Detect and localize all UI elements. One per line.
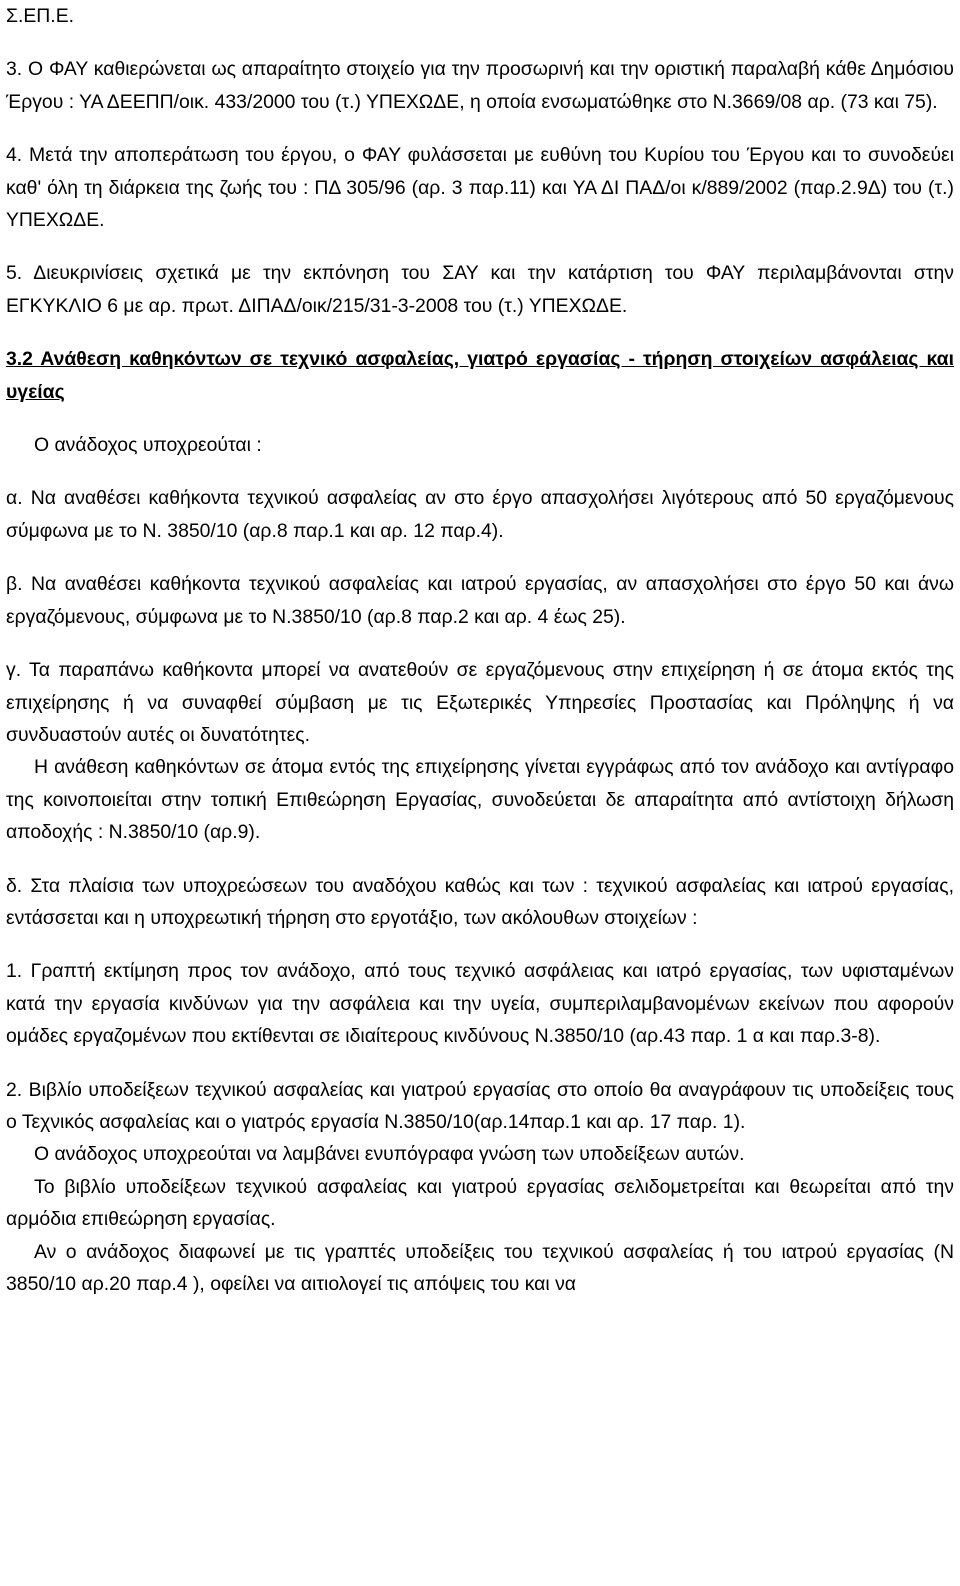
spacer [6,461,954,482]
item-4: 4. Μετά την αποπεράτωση του έργου, ο ΦΑΥ φυλάσσεται με ευθύνη του Κυρίου του Έργου και το συνοδεύει καθ' όλη τη διάρκεια της ζωής του : ΠΔ 305/96 (αρ. 3 παρ.11) και ΥΑ ΔΙ ΠΑΔ/οι κ/889/2002 (παρ.2.9Δ) του (τ.) ΥΠΕΧΩΔΕ. [6,144,954,232]
numbered-item-1: 1. Γραπτή εκτίμηση προς τον ανάδοχο, από τους τεχνικό ασφάλειας και ιατρό εργασίας, των υφισταμένων κατά την εργασία κινδύνων για την ασφάλεια και την υγεία, συμπεριλαμβανομένων εκείνων που αφορούν ομάδες εργαζομένων που εκτίθενται σε ιδιαίτερους κινδύνους Ν.3850/10 (αρ.43 παρ. 1 α και παρ.3-8). [6,960,954,1048]
spacer [6,118,954,139]
spacer [6,547,954,568]
item-3: 3. Ο ΦΑΥ καθιερώνεται ως απαραίτητο στοιχείο για την προσωρινή και την οριστική παραλαβή κάθε Δημόσιου Έργου : ΥΑ ΔΕΕΠΠ/οικ. 433/2000 του (τ.) ΥΠΕΧΩΔΕ, η οποία ενσωματώθηκε στο Ν.3669/08 αρ. (73 και 75). [6,58,954,113]
item-b: β. Να αναθέσει καθήκοντα τεχνικού ασφαλείας και ιατρού εργασίας, αν απασχολήσει στο έργο 50 και άνω εργαζόμενους, σύμφωνα με το Ν.3850/10 (αρ.8 παρ.2 και αρ. 4 έως 25). [6,573,954,628]
item-c: γ. Τα παραπάνω καθήκοντα μπορεί να ανατεθούν σε εργαζόμενους στην επιχείρηση ή σε άτομα εκτός της επιχείρησης ή να συναφθεί σύμβαση με τις Εξωτερικές Υπηρεσίες Προστασίας και Πρόληψης ή να συνδυαστούν αυτές οι δυνατότητες. [6,659,954,746]
spacer [6,1053,954,1074]
item-c-note: Η ανάθεση καθηκόντων σε άτομα εντός της επιχείρησης γίνεται εγγράφως από τον ανάδοχο και αντίγραφο της κοινοποιείται στην τοπική Επιθεώρηση Εργασίας, συνοδεύεται δε απαραίτητα από αντίστοιχη δήλωση αποδοχής : Ν.3850/10 (αρ.9). [6,756,954,844]
spacer [6,322,954,343]
numbered-item-2-note-1: Ο ανάδοχος υποχρεούται να λαμβάνει ενυπόγραφα γνώση των υποδείξεων αυτών. [34,1143,745,1166]
top-fragment: Σ.ΕΠ.Ε. [6,5,75,27]
item-d: δ. Στα πλαίσια των υποχρεώσεων του αναδόχου καθώς και των : τεχνικού ασφαλείας και ιατρού εργασίας, εντάσσεται και η υποχρεωτική τήρηση στο εργοτάξιο, των ακόλουθων στοιχείων : [6,874,954,929]
numbered-item-2-note-3: Αν ο ανάδοχος διαφωνεί με τις γραπτές υποδείξεις του τεχνικού ασφαλείας ή του ιατρού εργασίας (Ν 3850/10 αρ.20 παρ.4 ), οφείλει να αιτιολογεί τις απόψεις του και να [6,1240,954,1295]
numbered-item-2-note-2: Το βιβλίο υποδείξεων τεχνικού ασφαλείας και γιατρού εργασίας σελιδομετρείται και θεωρείται από την αρμόδια επιθεώρηση εργασίας. [6,1175,954,1231]
spacer [6,633,954,654]
spacer [6,408,954,429]
item-5: 5. Διευκρινίσεις σχετικά με την εκπόνηση του ΣΑΥ και την κατάρτιση του ΦΑΥ περιλαμβάνονται στην ΕΓΚΥΚΛΙΟ 6 με αρ. πρωτ. ΔΙΠΑΔ/οικ/215/31-3-2008 του (τ.) ΥΠΕΧΩΔΕ. [6,262,954,317]
item-a: α. Να αναθέσει καθήκοντα τεχνικού ασφαλείας αν στο έργο απασχολήσει λιγότερους από 50 εργαζόμενους σύμφωνα με το Ν. 3850/10 (αρ.8 παρ.1 και αρ. 12 παρ.4). [6,487,954,542]
section-heading: 3.2 Ανάθεση καθηκόντων σε τεχνικό ασφαλείας, γιατρό εργασίας - τήρηση στοιχείων ασφάλειας και υγείας [6,348,954,403]
document-page [6,0,954,1300]
spacer [6,32,954,53]
obligation-intro: Ο ανάδοχος υποχρεούται : [34,434,262,457]
spacer [6,236,954,257]
numbered-item-2: 2. Βιβλίο υποδείξεων τεχνικού ασφαλείας και γιατρού εργασίας στο οποίο θα αναγράφουν τις υποδείξεις τους ο Τεχνικός ασφαλείας και ο γιατρός εργασία Ν.3850/10(αρ.14παρ.1 και αρ. 17 παρ. 1). [6,1078,954,1133]
spacer [6,934,954,955]
spacer [6,849,954,870]
